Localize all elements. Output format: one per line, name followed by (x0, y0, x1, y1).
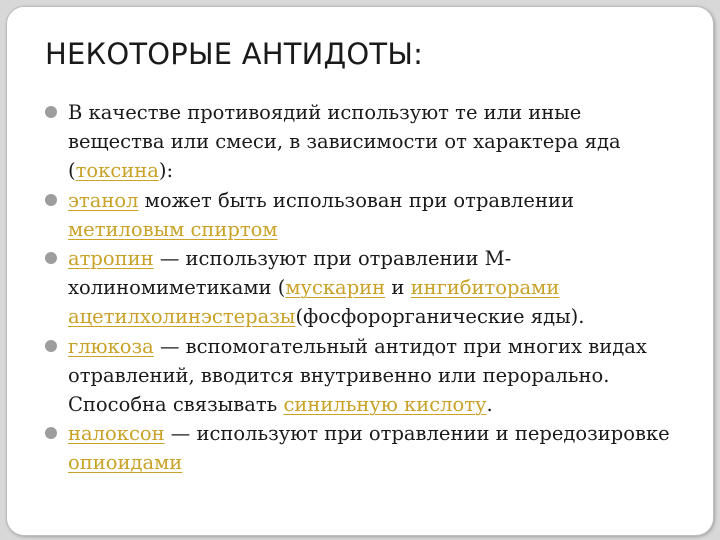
slide-title: НЕКОТОРЫЕ АНТИДОТЫ: (45, 37, 424, 71)
bullet-text: — вспомогательный антидот при многих видах отравлений, вводится внутривенно или перорально. Способна связывать (68, 334, 647, 417)
bullet-item-naloxone (43, 419, 683, 477)
bullet-item-antidotes-intro (43, 98, 683, 186)
link-naloxone[interactable]: налоксон (68, 422, 165, 446)
bullet-text: может быть использован при отравлении (138, 188, 574, 212)
link-muscarine[interactable]: мускарин (285, 276, 386, 300)
link-opioids[interactable]: опиоидами (68, 451, 183, 475)
bullet-text: ): (158, 159, 174, 183)
link-acetylcholinesterase-inhibitors[interactable]: ингибиторами ацетилхолинэстеразы (68, 276, 560, 329)
bullet-dot-icon (45, 106, 57, 118)
bullet-text: В качестве противоядий используют те или иные вещества или смеси, в зависимости от характера яда ( (68, 101, 621, 183)
bullet-item-atropine (43, 244, 683, 332)
slide (6, 6, 714, 536)
link-toxin[interactable]: токсина (75, 159, 159, 183)
link-atropine[interactable]: атропин (68, 247, 154, 271)
bullet-dot-icon (45, 427, 57, 439)
link-methyl-alcohol[interactable]: метиловым спиртом (68, 217, 278, 241)
bullet-text: (фосфорорганические яды). (295, 305, 585, 329)
bullet-text: и (385, 276, 411, 300)
bullet-dot-icon (45, 340, 57, 352)
bullet-text: . (486, 393, 493, 417)
link-ethanol[interactable]: этанол (68, 188, 139, 212)
bullet-dot-icon (45, 252, 57, 264)
bullet-item-ethanol (43, 186, 683, 244)
bullet-list (43, 98, 683, 478)
link-hydrocyanic-acid[interactable]: синильную кислоту (283, 393, 487, 417)
bullet-text: — используют при отравлении и передозировке (164, 422, 670, 446)
bullet-text: — используют при отравлении М-холиномиметиками ( (68, 247, 512, 300)
bullet-item-glucose (43, 332, 683, 420)
link-glucose[interactable]: глюкоза (68, 334, 154, 358)
bullet-dot-icon (45, 194, 57, 206)
